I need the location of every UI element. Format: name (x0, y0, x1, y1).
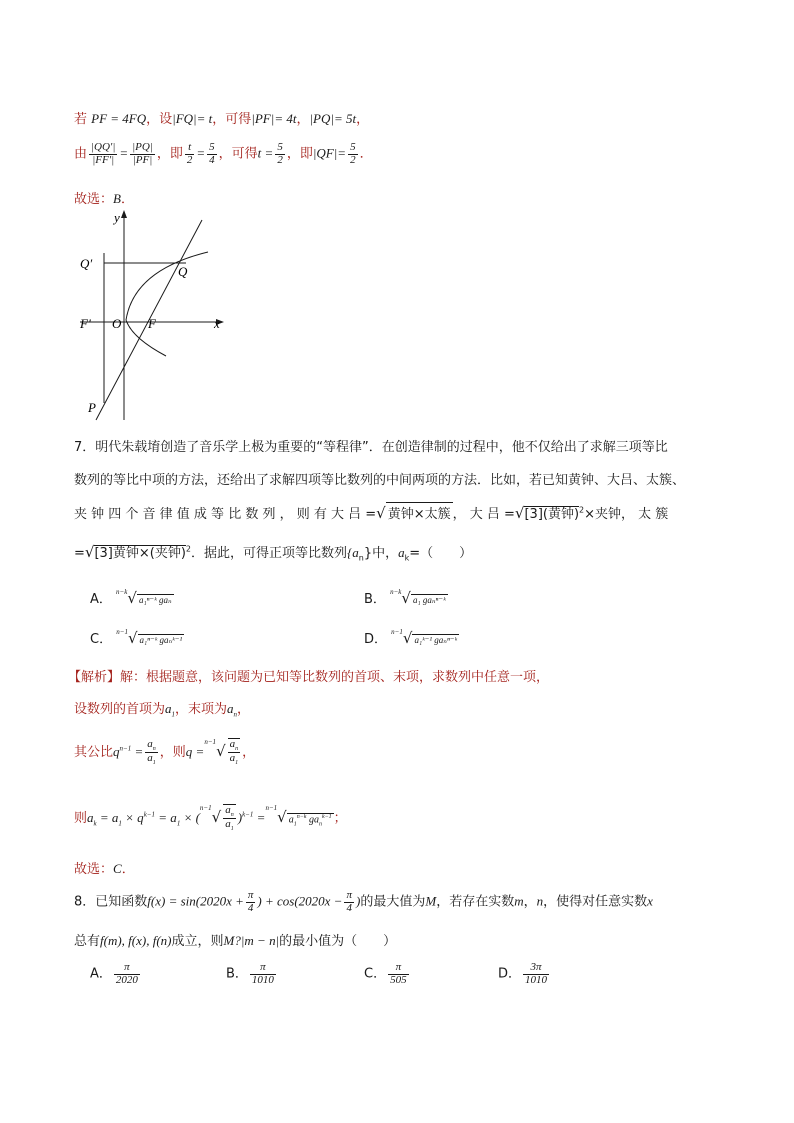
label-p: P (88, 400, 96, 415)
q7-option-d[interactable]: D． $^{n-1}$√ a₁ᵏ⁻¹ gaₙⁿ⁻ᵏ (364, 628, 458, 647)
q7-option-a[interactable]: A． $^{n-k}$√ a₁ⁿ⁻ᵏ gaₙ (90, 588, 172, 607)
label-f-prime: F′ (80, 316, 91, 331)
q8-option-d[interactable]: D． $\frac{3\pi}{1010}$ (498, 961, 548, 986)
q8-option-a[interactable]: A． $\frac{\pi}{2020}$ (90, 961, 138, 986)
q8-option-b[interactable]: B． $\frac{\pi}{1010}$ (226, 961, 274, 986)
answer-line-6: 故选：B． (74, 191, 134, 207)
sol7-line-1: 【解析】解：根据题意，该问题为已知等比数列的首项、末项，求数列中任意一项， (68, 670, 550, 685)
label-y: y (114, 210, 120, 225)
q7-option-b[interactable]: B． $^{n-k}$√ a₁ gaₙⁿ⁻ᵏ (364, 588, 446, 607)
sol7-line-2: 设数列的首项为$a_1$，末项为$a_n$， (74, 701, 251, 719)
answer-line-7: 故选：C． (74, 861, 135, 877)
q7-option-c[interactable]: C． $^{n-1}$√ a₁ⁿ⁻ᵏ gaₙᵏ⁻¹ (90, 628, 183, 647)
y-axis-arrow (121, 210, 127, 218)
q7-line-4: =√[3]黄钟×(夹钟)$^2$．据此，可得正项等比数列$\{a_n\}$中，$a_k=$（ ） (74, 543, 473, 563)
parabola-figure (74, 208, 234, 423)
analysis-tag: 【解析】 (68, 670, 121, 685)
label-o: O (112, 316, 122, 331)
label-f: F (148, 316, 156, 331)
label-q-prime: Q′ (80, 256, 93, 271)
sol7-line-4: 则$a_k = a_1 \times q^{k-1} = a_1 \times (^{n-1}√$ $\frac{a_n}{a_1}$ )$^{k-1}$ =$^{n-1}$√ $a_1^{n-k}$ $ga_n^{k-1}$ ； (74, 804, 347, 833)
sol7-line-3: 其公比$q^{n-1}$ = $\frac{a_n}{a_1}$ ，则q =$^{n-1}$√ $\frac{a_n}{a_1}$ ， (74, 737, 256, 767)
label-x: x (214, 316, 220, 331)
solution-line-ratio: 由 $\frac{|QQ'|}{|FF'|}$ = $\frac{|PQ|}{|PF|}$ ，即 $\frac{t}{2}$ = $\frac{5}{4}$ ，可得t = $\frac{5}{2}$ ，即|QF|= $\frac{5}{2}$ ． (74, 141, 373, 166)
q8-line-2: 总有f(m), f(x), f(n)成立，则M?|m − n|的最小值为（ ） (74, 933, 397, 949)
label-q: Q (178, 264, 188, 279)
q8-option-c[interactable]: C． $\frac{\pi}{505}$ (364, 961, 407, 986)
q7-line-1: 7．明代朱载堉创造了音乐学上极为重要的“等程律”．在创造律制的过程中，他不仅给出了求解三项等比 (74, 440, 668, 455)
q7-line-2: 数列的等比中项的方法，还给出了求解四项等比数列的中间两项的方法．比如，若已知黄钟、大吕、太簇、 (74, 473, 686, 488)
solution-line-vector: 若 PF = 4FQ，设|FQ|= t，可得|PF|= 4t，|PQ|= 5t， (74, 111, 370, 127)
q7-line-3: 夹 钟 四 个 音 律 值 成 等 比 数 列 ， 则 有 大 吕 =√ 黄钟×太簇 ， 大 吕 =√[3](黄钟)$^2$×夹钟， 太 簇 (74, 504, 669, 522)
q8-line-1: 8．已知函数f(x) = sin(2020x + $\frac{\pi}{4}$ ) + cos(2020x − $\frac{\pi}{4}$ )的最大值为M，若存在实数m，n，使得对任意实数x (74, 889, 653, 914)
